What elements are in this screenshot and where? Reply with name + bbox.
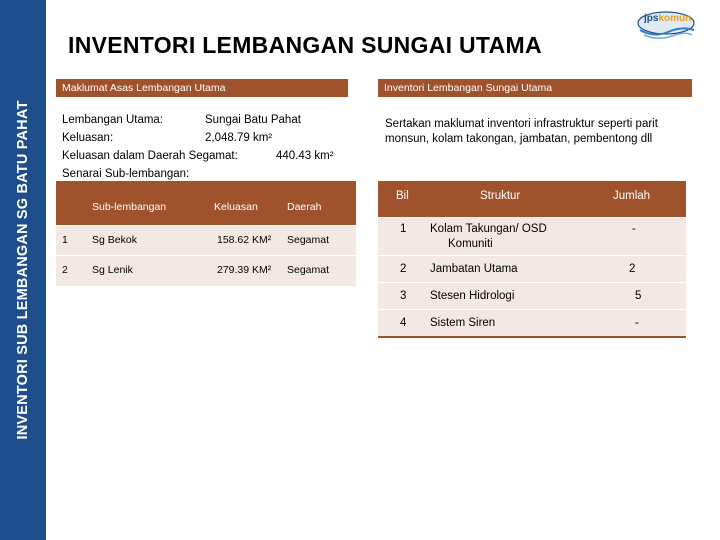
inv-row-struktur: Kolam Takungan/ OSD — [430, 223, 547, 235]
logo-text-b: komun — [658, 13, 692, 24]
inv-row-bil: 4 — [400, 317, 407, 329]
logo-text-a: jps — [644, 13, 659, 24]
inv-row-bil: 2 — [400, 263, 407, 275]
inv-header-struktur: Struktur — [480, 190, 521, 202]
sub-row-name: Sg Lenik — [92, 264, 133, 276]
inv-row-jumlah: - — [632, 223, 636, 235]
sub-header-area: Keluasan — [214, 201, 258, 213]
left-section-heading: Maklumat Asas Lembangan Utama — [56, 79, 348, 97]
table-row — [378, 309, 686, 337]
keluasan-value: 2,048.79 km² — [205, 132, 273, 144]
sub-row-no: 2 — [62, 264, 68, 276]
table-row — [378, 217, 686, 256]
inv-row-bil: 3 — [400, 290, 407, 302]
inv-row-struktur: Jambatan Utama — [430, 263, 518, 275]
sub-row-no: 1 — [62, 234, 68, 246]
sub-table-header — [56, 181, 356, 225]
table-row — [378, 255, 686, 283]
table-row — [56, 255, 356, 286]
inv-row-jumlah: 2 — [629, 263, 636, 275]
sub-row-area: 158.62 KM² — [217, 234, 272, 246]
table-bottom-rule — [378, 336, 686, 338]
sub-row-district: Segamat — [287, 264, 330, 276]
logo-text — [644, 13, 691, 24]
right-section-heading: Inventori Lembangan Sungai Utama — [378, 79, 692, 97]
daerah-label: Keluasan dalam Daerah Segamat: — [62, 150, 238, 162]
sub-row-area: 279.39 KM² — [217, 264, 272, 276]
inv-row-struktur: Stesen Hidrologi — [430, 290, 515, 302]
inv-row-struktur: Sistem Siren — [430, 317, 496, 329]
table-row — [56, 225, 356, 256]
senarai-label: Senarai Sub-lembangan: — [62, 168, 190, 180]
lembangan-label: Lembangan Utama: — [62, 114, 164, 126]
table-row — [378, 282, 686, 310]
inventory-table-header — [378, 181, 686, 217]
page-title: INVENTORI LEMBANGAN SUNGAI UTAMA — [68, 32, 542, 58]
inv-row-jumlah: - — [635, 317, 639, 329]
sub-header-name: Sub-lembangan — [92, 201, 167, 213]
sidebar — [0, 0, 46, 540]
sub-row-district: Segamat — [287, 234, 330, 246]
sub-header-district: Daerah — [287, 201, 322, 213]
inv-header-jumlah: Jumlah — [613, 190, 651, 202]
inventory-description: Sertakan maklumat inventori infrastruktur seperti parit monsun, kolam takongan, jambatan, pembentong dll — [385, 118, 658, 145]
jps-logo — [634, 8, 698, 42]
inv-row-jumlah: 5 — [635, 290, 642, 302]
sidebar-title: INVENTORI SUB LEMBANGAN SG BATU PAHAT — [15, 100, 31, 440]
inv-header-bil: Bil — [396, 190, 409, 202]
sub-row-name: Sg Bekok — [92, 234, 137, 246]
inv-row-struktur-cont: Komuniti — [448, 238, 493, 250]
inv-row-bil: 1 — [400, 223, 407, 235]
daerah-value: 440.43 km² — [276, 150, 334, 162]
lembangan-value: Sungai Batu Pahat — [205, 114, 301, 126]
keluasan-label: Keluasan: — [62, 132, 114, 144]
